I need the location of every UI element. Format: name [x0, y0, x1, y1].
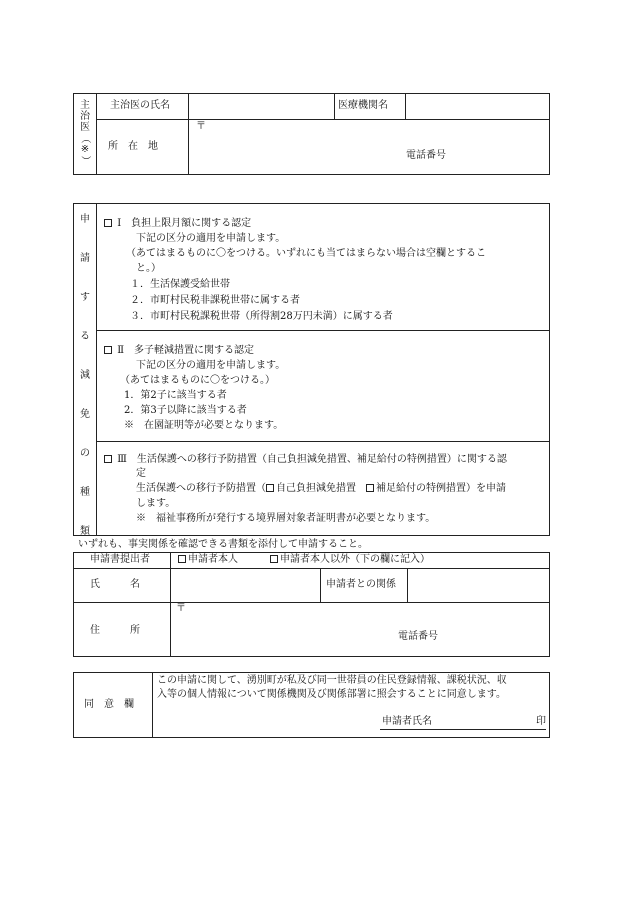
- submitter-option-self[interactable]: 申請者本人: [178, 555, 238, 565]
- relation-field[interactable]: [409, 570, 548, 600]
- divider: [96, 119, 550, 120]
- divider: [405, 93, 406, 119]
- section3-line2: します。: [136, 498, 176, 509]
- applicant-address-label: 住 所: [90, 625, 140, 636]
- divider: [320, 568, 321, 602]
- doctor-postal-mark: 〒: [196, 121, 206, 132]
- consent-text-line1: この申請に関して、湧別町が私及び同一世帯員の住民登録情報、課税状況、収: [157, 675, 507, 686]
- doctor-side-label: 主 治 医 （ ※ ）: [79, 100, 91, 166]
- section1-line2: （あてはまるものに〇をつける。いずれにも当てはまらない場合は空欄とするこ: [126, 248, 486, 259]
- section2-item2[interactable]: 2．第3子以降に該当する者: [124, 405, 247, 416]
- section3-checkbox[interactable]: [104, 455, 112, 463]
- institution-field[interactable]: [407, 95, 548, 117]
- divider: [170, 552, 171, 657]
- relation-label: 申請者との関係: [326, 579, 396, 590]
- section1-checkbox[interactable]: [104, 219, 112, 227]
- section2-checkbox[interactable]: [104, 346, 112, 354]
- doctor-phone-label: 電話番号: [406, 150, 446, 161]
- supplementary-benefit-checkbox[interactable]: [366, 484, 374, 492]
- section1-item3[interactable]: ３．市町村民税課税世帯（所得割28万円未満）に属する者: [130, 311, 393, 322]
- section3-note: ※ 福祉事務所が発行する境界層対象者証明書が必要となります。: [136, 513, 436, 524]
- section1-item1[interactable]: １．生活保護受給世帯: [130, 279, 230, 290]
- divider: [73, 568, 550, 569]
- section2-note: ※ 在園証明等が必要となります。: [124, 420, 284, 431]
- applicant-phone-label: 電話番号: [398, 631, 438, 642]
- section1-item2[interactable]: ２．市町村民税非課税世帯に属する者: [130, 295, 300, 306]
- divider: [334, 93, 335, 119]
- signature-label: 申請者氏名: [382, 716, 432, 727]
- attachment-note: いずれも、事実関係を確認できる書類を添付して申請すること。: [78, 539, 368, 550]
- section3-title-cont: 定: [136, 468, 146, 479]
- applicant-address-field[interactable]: [172, 604, 548, 655]
- applicant-name-field[interactable]: [172, 570, 318, 600]
- consent-label: 同 意 欄: [84, 699, 134, 710]
- divider: [73, 602, 550, 603]
- doctor-name-field[interactable]: [190, 95, 332, 117]
- divider: [96, 93, 97, 175]
- submitter-label: 申請書提出者: [90, 554, 150, 565]
- seal-mark: 印: [536, 716, 546, 727]
- institution-label: 医療機関名: [338, 100, 388, 111]
- doctor-address-label: 所 在 地: [108, 141, 158, 152]
- other-checkbox[interactable]: [270, 555, 278, 563]
- section3-title: Ⅲ 生活保護への移行予防措置（自己負担減免措置、補足給付の特例措置）に関する認: [104, 455, 507, 465]
- submitter-option-other[interactable]: 申請者本人以外（下の欄に記入）: [270, 555, 430, 565]
- doctor-address-field[interactable]: [190, 121, 548, 173]
- section1-title: Ⅰ 負担上限月額に関する認定: [104, 219, 251, 229]
- self-checkbox[interactable]: [178, 555, 186, 563]
- consent-text-line2: 入等の個人情報について関係機関及び関係部署に照会することに同意します。: [157, 689, 506, 700]
- applicant-postal-mark: 〒: [176, 603, 186, 614]
- section1-line3: と。）: [136, 263, 161, 274]
- self-burden-checkbox[interactable]: [266, 484, 274, 492]
- divider: [407, 568, 408, 602]
- divider: [96, 441, 550, 442]
- section2-title: Ⅱ 多子軽減措置に関する認定: [104, 346, 254, 356]
- reduction-side-label: 申 請 す る 減 免 の 種 類: [80, 214, 90, 537]
- section1-line1: 下記の区分の適用を申請します。: [136, 233, 286, 244]
- section2-line1: 下記の区分の適用を申請します。: [136, 360, 286, 371]
- divider: [152, 672, 153, 738]
- divider: [188, 93, 189, 175]
- section3-line1: 生活保護への移行予防措置（ 自己負担減免措置 補足給付の特例措置）を申請: [136, 483, 506, 494]
- divider: [96, 330, 550, 331]
- section2-line2: （あてはまるものに〇をつける。）: [120, 375, 275, 386]
- applicant-name-label: 氏 名: [90, 579, 140, 590]
- section2-item1[interactable]: 1．第2子に該当する者: [124, 390, 227, 401]
- divider: [96, 203, 97, 536]
- doctor-name-label: 主治医の氏名: [110, 100, 170, 111]
